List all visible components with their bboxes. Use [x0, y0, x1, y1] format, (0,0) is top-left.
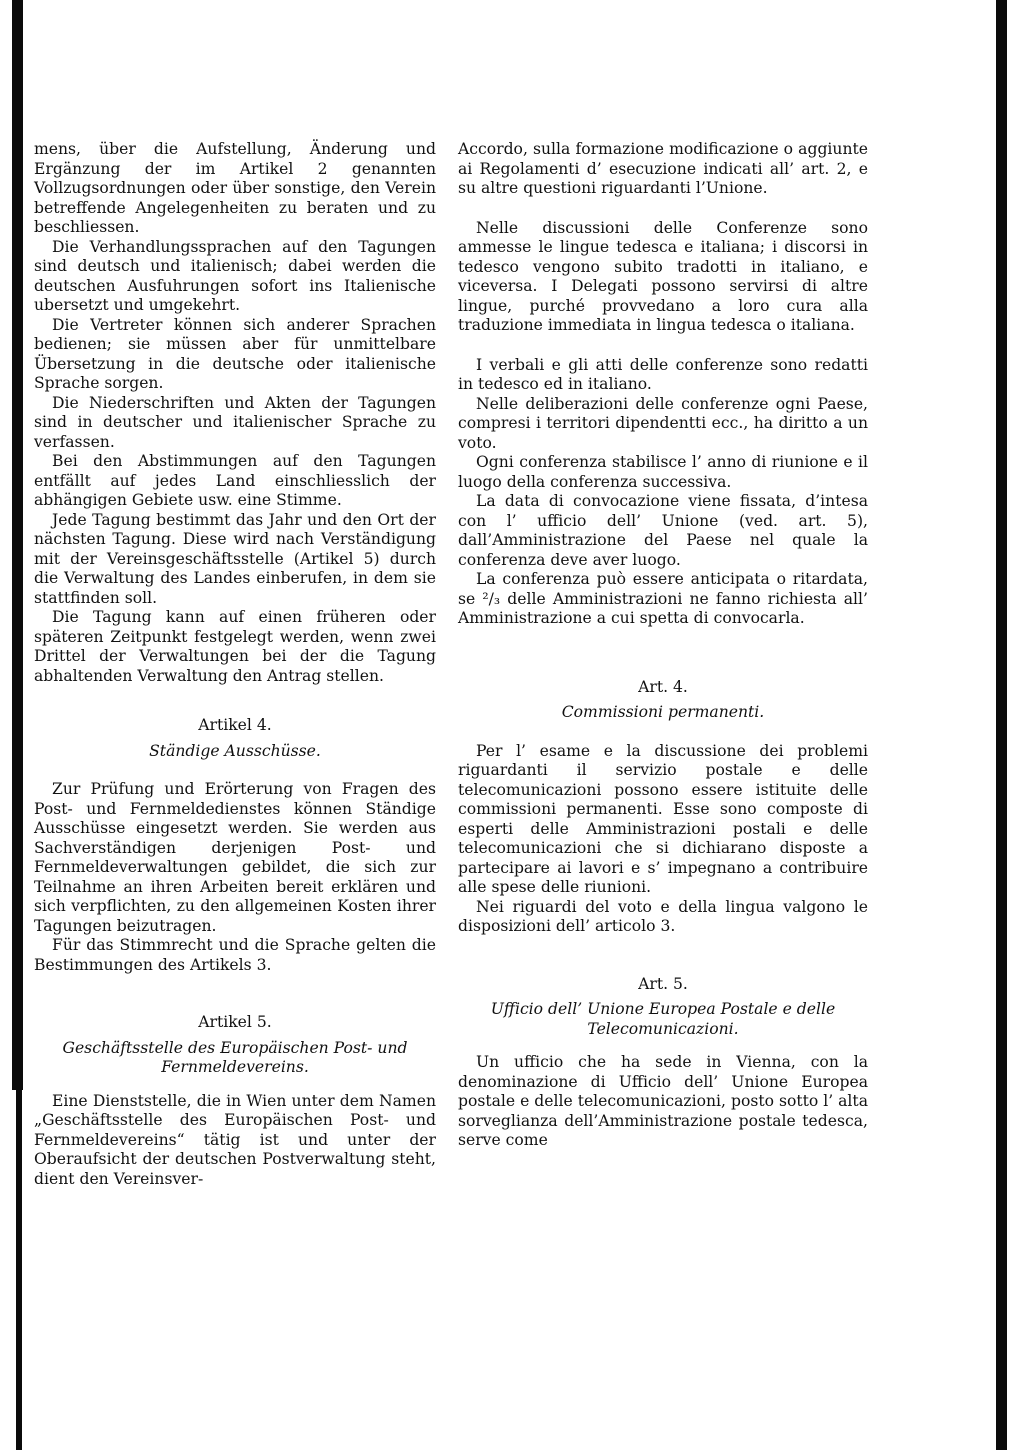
de-article-4-paragraph-1: Zur Prüfung und Erörterung von Fragen des Post- und Fernmeldedienstes können Ständige Ausschüsse eingesetzt werden. Sie werden aus Sachverständigen derjenigen Post- und Fernmeldeverwaltungen gebildet, die sich zur Teilnahme an ihren Arbeiten bereit erklären und sich verpflichten, zu den allgemeinen Kosten ihrer Tagungen beizutragen.	[34, 780, 436, 935]
de-paragraph-languages: Die Verhandlungssprachen auf den Tagungen sind deutsch und italienisch; dabei werden die deutschen Ausfuhrungen sofort ins Italienische ubersetzt und umgekehrt.	[34, 237, 436, 314]
it-paragraph-languages: Nelle discussioni delle Conferenze sono ammesse le lingue tedesca e italiana; i discorsi in tedesco vengono subito tradotti in italiano, e viceversa. I Delegati possono servirsi di altre lingue, purché provvedano a loro cura alla traduzione immediata in lingua tedesca o italiana.	[458, 218, 868, 334]
it-article-4-paragraph-1: Per l’ esame e la discussione dei problemi riguardanti il servizio postale e delle telecomunicazioni possono essere istituite delle commissioni permanenti. Esse sono composte di esperti delle Amministrazioni postali e delle telecomunicazioni che si dichiarano disposte a partecipare ai lavori e s’ impegnano a contribuire alle spese delle riunioni.	[458, 741, 868, 896]
it-paragraph-convocation-date: La data di convocazione viene fissata, d’intesa con l’ ufficio dell’ Unione (ved. art. 5), dall’Amministrazione del Paese nel quale la conferenza deve aver luogo.	[458, 492, 868, 569]
it-article-5-heading: Art. 5.	[638, 974, 688, 993]
de-article-5-title: Geschäftsstelle des Europäischen Post- und Fernmeldevereins.	[62, 1038, 408, 1076]
de-paragraph-intro: mens, über die Aufstellung, Änderung und Ergänzung der im Artikel 2 genannten Vollzugsordnungen oder über sonstige, den Verein betreffende Angelegenheiten zu beraten und zu beschliessen.	[34, 140, 436, 236]
de-article-4-title: Ständige Ausschüsse.	[149, 741, 321, 760]
it-paragraph-next-session: Ogni conferenza stabilisce l’ anno di riunione e il luogo della conferenza successiva.	[458, 453, 868, 491]
german-column	[34, 140, 436, 1189]
de-article-4-heading: Artikel 4.	[198, 716, 272, 734]
de-article-4-paragraph-2: Für das Stimmrecht und die Sprache gelten die Bestimmungen des Artikels 3.	[34, 936, 436, 974]
de-paragraph-earlier-date: Die Tagung kann auf einen früheren oder späteren Zeitpunkt festgelegt werden, wenn zwei Drittel der Verwaltungen bei der die Tagung abhaltenden Verwaltung den Antrag stellen.	[34, 608, 436, 685]
de-paragraph-votes: Bei den Abstimmungen auf den Tagungen entfällt auf jedes Land einschliesslich der abhängigen Gebiete usw. eine Stimme.	[34, 452, 436, 509]
it-article-4-heading: Art. 4.	[638, 677, 688, 696]
de-article-5-paragraph-1: Eine Dienststelle, die in Wien unter dem Namen „Geschäftsstelle des Europäischen Post- und Fernmeldevereins“ tätig ist und unter der Oberaufsicht der deutschen Postverwaltung steht, dient den Vereinsver-	[34, 1091, 436, 1188]
de-paragraph-next-session: Jede Tagung bestimmt das Jahr und den Ort der nächsten Tagung. Diese wird nach Verständigung mit der Vereinsgeschäftsstelle (Artikel 5) durch die Verwaltung des Landes einberufen, in dem sie stattfinden soll.	[34, 510, 436, 607]
scan-border-left-lower	[16, 1090, 22, 1450]
it-paragraph-minutes: I verbali e gli atti delle conferenze sono redatti in tedesco ed in italiano.	[458, 355, 868, 393]
it-paragraph-votes: Nelle deliberazioni delle conferenze ogni Paese, compresi i territori dipendentti ecc., ha diritto a un voto.	[458, 394, 868, 452]
it-article-5-title: Ufficio dell’ Unione Europea Postale e delle Telecomunicazioni.	[490, 1000, 836, 1038]
it-article-4-title: Commissioni permanenti.	[561, 703, 765, 721]
de-article-5-heading: Artikel 5.	[198, 1013, 272, 1031]
it-article-4-paragraph-2: Nei riguardi del voto e della lingua valgono le disposizioni dell’ articolo 3.	[458, 897, 868, 935]
scan-border-right	[996, 0, 1007, 1450]
de-paragraph-other-languages: Die Vertreter können sich anderer Sprachen bedienen; sie müssen aber für unmittelbare Übersetzung in die deutsche oder italienische Sprache sorgen.	[34, 315, 436, 392]
it-paragraph-earlier-date: La conferenza può essere anticipata o ritardata, se ²/₃ delle Amministrazioni ne fanno richiesta all’ Amministrazione a cui spetta di convocarla.	[458, 570, 868, 627]
it-article-5-paragraph-1: Un ufficio che ha sede in Vienna, con la denominazione di Ufficio dell’ Unione Europea postale e delle telecomunicazioni, posto sotto l’ alta sorveglianza dell’Amministrazione postale tedesca, serve come	[458, 1053, 868, 1149]
de-paragraph-minutes: Die Niederschriften und Akten der Tagungen sind in deutscher und italienischer Sprache zu verfassen.	[34, 393, 436, 451]
italian-column	[458, 140, 868, 1151]
scan-border-left	[12, 0, 23, 1090]
it-paragraph-intro: Accordo, sulla formazione modificazione o aggiunte ai Regolamenti d’ esecuzione indicati all’ art. 2, e su altre questioni riguardanti l’Unione.	[458, 140, 868, 197]
